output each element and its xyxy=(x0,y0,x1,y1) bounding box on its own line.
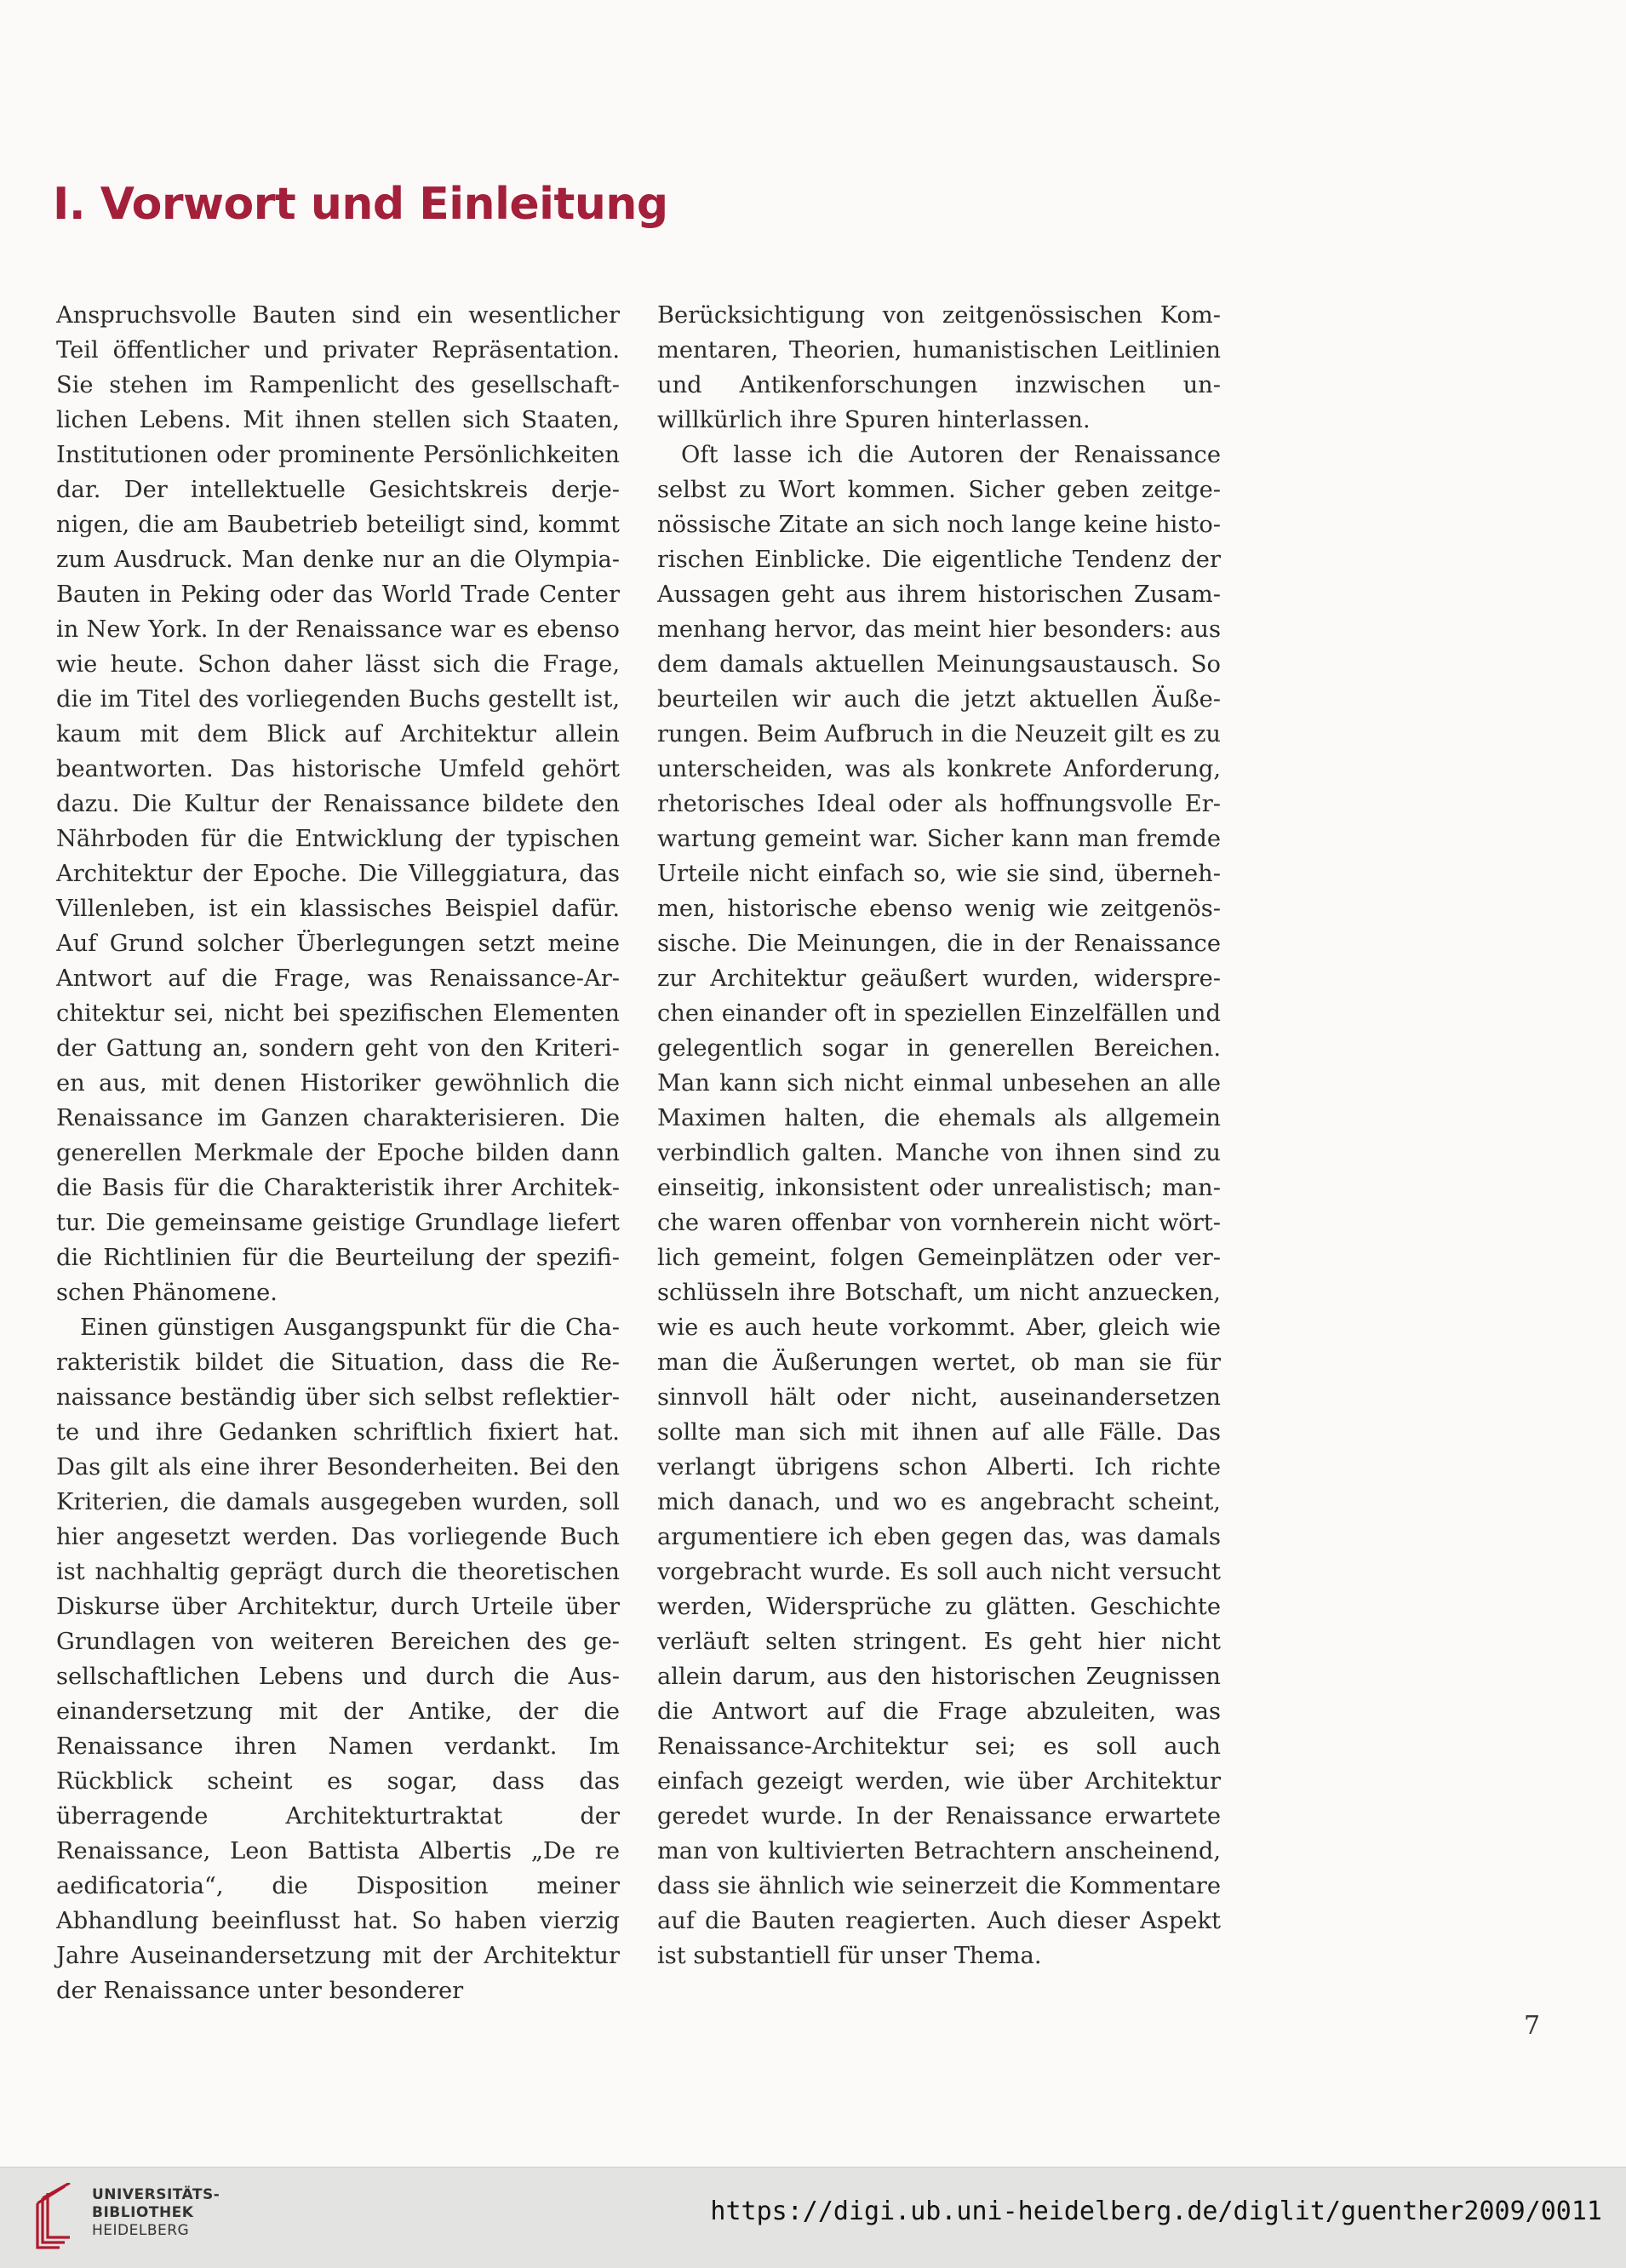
paragraph: Anspruchsvolle Bauten sind ein wesentlicher Teil öffentlicher und privater Repräsentation. Sie stehen im Rampenlicht des gesellschaftlichen Lebens. Mit ihnen stellen sich Staaten, Institutionen oder prominente Persönlichkeiten dar. Der intellektuelle Gesichtskreis derjenigen, die am Baubetrieb beteiligt sind, kommt zum Ausdruck. Man denke nur an die Olympia-Bauten in Peking oder das World Trade Center in New York. In der Renaissance war es ebenso wie heute. Schon daher lässt sich die Frage, die im Titel des vorliegenden Buchs gestellt ist, kaum mit dem Blick auf Architektur allein beantworten. Das historische Umfeld gehört dazu. Die Kultur der Renaissance bildete den Nährboden für die Entwicklung der typischen Architektur der Epoche. Die Villeggiatura, das Villenleben, ist ein klassisches Beispiel dafür. Auf Grund solcher Überlegungen setzt meine Antwort auf die Frage, was Renaissance-Architektur sei, nicht bei spezifischen Elementen der Gattung an, sondern geht von den Kriterien aus, mit denen Historiker gewöhnlich die Renaissance im Ganzen charakterisieren. Die generellen Merkmale der Epoche bilden dann die Basis für die Charakteristik ihrer Architektur. Die gemeinsame geistige Grundlage liefert die Richtlinien für die Beurteilung der spezifischen Phänomene. xyxy=(56,302,620,1306)
library-name-line: HEIDELBERG xyxy=(92,2222,190,2239)
ub-heidelberg-logo-icon[interactable] xyxy=(31,2183,82,2251)
left-column xyxy=(56,298,620,2008)
library-name-line: BIBLIOTHEK xyxy=(92,2204,194,2221)
paragraph: Oft lasse ich die Autoren der Renaissance selbst zu Wort kommen. Sicher geben zeitgenössische Zitate an sich noch lange keine historischen Einblicke. Die eigentliche Tendenz der Aussagen geht aus ihrem historischen Zusammenhang hervor, das meint hier besonders: aus dem damals aktuellen Meinungsaustausch. So beurteilen wir auch die jetzt aktuellen Äußerungen. Beim Aufbruch in die Neuzeit gilt es zu unterscheiden, was als konkrete Anforderung, rhetorisches Ideal oder als hoffnungsvolle Erwartung gemeint war. Sicher kann man fremde Urteile nicht einfach so, wie sie sind, übernehmen, historische ebenso wenig wie zeitgenössische. Die Meinungen, die in der Renaissance zur Architektur geäußert wurden, widersprechen einander oft in speziellen Einzelfällen und gelegentlich sogar in generellen Bereichen. Man kann sich nicht einmal unbesehen an alle Maximen halten, die ehemals als allgemein verbindlich galten. Manche von ihnen sind zu einseitig, inkonsistent oder unrealistisch; manche waren offenbar von vornherein nicht wörtlich gemeint, folgen Gemeinplätzen oder verschlüsseln ihre Botschaft, um nicht anzuecken, wie es auch heute vorkommt. Aber, gleich wie man die Äußerungen wertet, ob man sie für sinnvoll hält oder nicht, auseinandersetzen sollte man sich mit ihnen auf alle Fälle. Das verlangt übrigens schon Alberti. Ich richte mich danach, und wo es angebracht scheint, argumentiere ich eben gegen das, was damals vorgebracht wurde. Es soll auch nicht versucht werden, Widersprüche zu glätten. Geschichte verläuft selten stringent. Es geht hier nicht allein darum, aus den historischen Zeugnissen die Antwort auf die Frage abzuleiten, was Renaissance-Architektur sei; es soll auch einfach gezeigt werden, wie über Architektur geredet wurde. In der Renaissance erwartete man von kultivierten Betrachtern anscheinend, dass sie ähnlich wie seinerzeit die Kommentare auf die Bauten reagierten. Auch dieser Aspekt ist substantiell für unser Thema. xyxy=(657,442,1221,1969)
library-name xyxy=(92,2186,220,2240)
library-name-line: UNIVERSITÄTS- xyxy=(92,2186,220,2203)
chapter-title: I. Vorwort und Einleitung xyxy=(53,179,668,230)
page-number: 7 xyxy=(1524,2011,1541,2041)
paragraph: Einen günstigen Ausgangspunkt für die Charakteristik bildet die Situation, dass die Renaissance beständig über sich selbst reflektierte und ihre Gedanken schriftlich fixiert hat. Das gilt als eine ihrer Besonderheiten. Bei den Kriterien, die damals ausgegeben wurden, soll hier angesetzt werden. Das vorliegende Buch ist nachhaltig geprägt durch die theoretischen Diskurse über Architektur, durch Urteile über Grundlagen von weiteren Bereichen des gesellschaftlichen Lebens und durch die Auseinandersetzung mit der Antike, der die Renaissance ihren Namen verdankt. Im Rückblick scheint es sogar, dass das überragende Architekturtraktat der Renaissance, Leon Battista Albertis „De re aedificatoria“, die Disposition meiner Abhandlung beeinflusst hat. So haben vierzig Jahre Auseinandersetzung mit der Architektur der Renaissance unter besonderer xyxy=(56,1314,620,2004)
paragraph: Berücksichtigung von zeitgenössischen Kommentaren, Theorien, humanistischen Leitlinien und Antikenforschungen inzwischen unwillkürlich ihre Spuren hinterlassen. xyxy=(657,302,1221,433)
source-url-link[interactable]: https://digi.ub.uni-heidelberg.de/diglit/guenther2009/0011 xyxy=(710,2196,1602,2226)
digitization-footer xyxy=(0,2167,1626,2268)
right-column xyxy=(657,298,1221,1973)
